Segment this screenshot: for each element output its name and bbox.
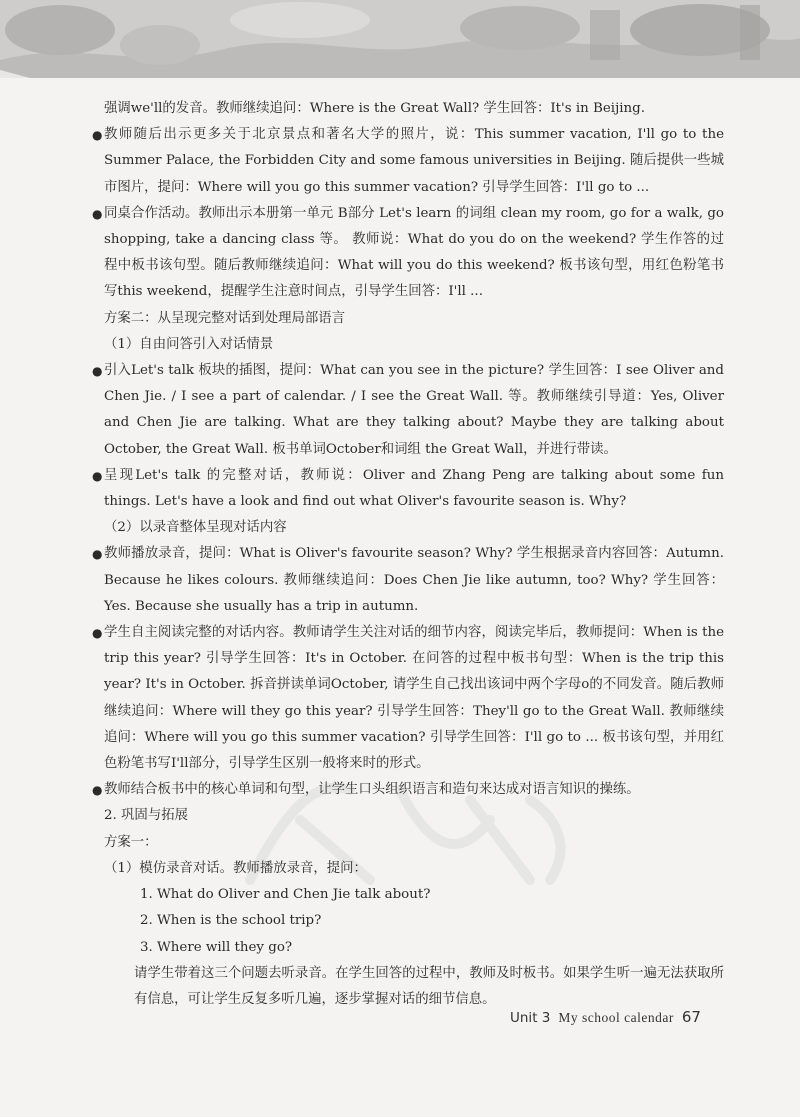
footer-title: My school calendar — [558, 1010, 674, 1025]
page-footer — [510, 1008, 710, 1026]
bullet-item — [92, 122, 724, 201]
bullet-dot: ● — [92, 783, 103, 798]
question-item: 1. What do Oliver and Chen Jie talk about? — [140, 887, 431, 903]
bullet-dot: ● — [92, 364, 103, 379]
bullet-dot: ● — [92, 468, 103, 483]
bullet-item — [92, 620, 724, 777]
question-item: 3. Where will they go? — [140, 939, 293, 955]
question-item: 2. When is the school trip? — [140, 913, 322, 929]
subsection-heading: （2）以录音整体呈现对话内容 — [104, 520, 287, 536]
bullet-text: 教师结合板书中的核心单词和句型，让学生口头组织语言和造句来达成对语言知识的操练。 — [104, 782, 640, 798]
bullet-dot: ● — [92, 206, 103, 221]
page-number: 67 — [681, 1008, 701, 1026]
bullet-item — [92, 358, 724, 463]
plan-heading: 方案一： — [104, 834, 158, 850]
bullet-text: 引入Let's talk 板块的插图，提问：What can you see in the picture? 学生回答：I see Oliver and Chen Jie. / I see a part of calendar. / I see the Great Wall. 等。教师继续引导道：Yes, Oliver and Chen Jie are talking. What are they talking about? Maybe they are talking about October, the Great Wall. 板书单词October和词组 the Great Wall，并进行带读。 — [104, 363, 724, 457]
subsection-heading: （1）模仿录音对话。教师播放录音，提问： — [104, 860, 367, 876]
bullet-text: 同桌合作活动。教师出示本册第一单元 B部分 Let's learn 的词组 clean my room, go for a walk, go shopping, take a dancing class 等。 教师说：What do you do on the weekend? 学生作答的过程中板书该句型。随后教师继续追问：What will you do this weekend? 板书该句型，用红色粉笔书写this weekend，提醒学生注意时间点，引导学生回答：I'll ... — [104, 205, 724, 300]
paragraph: 强调we'll的发音。教师继续追问：Where is the Great Wall? 学生回答：It's in Beijing. — [104, 101, 645, 116]
bullet-dot: ● — [92, 626, 103, 641]
bullet-text: 教师播放录音，提问：What is Oliver's favourite season? Why? 学生根据录音内容回答：Autumn. Because he likes colours. 教师继续追问：Does Chen Jie like autumn, too? Why? 学生回答：Yes. Because she usually has a trip in autumn. — [104, 546, 724, 614]
paragraph: 请学生带着这三个问题去听录音。在学生回答的过程中，教师及时板书。如果学生听一遍无法获取所有信息，可让学生反复多听几遍，逐步掌握对话的细节信息。 — [134, 965, 724, 1007]
bullet-text: 教师随后出示更多关于北京景点和著名大学的照片，说：This summer vacation, I'll go to the Summer Palace, the Forbidden City and some famous universities in Beijing. 随后提供一些城市图片，提问：Where will you go this summer vacation? 引导学生回答：I'll go to ... — [104, 127, 724, 195]
bullet-dot: ● — [92, 128, 103, 143]
bullet-item — [92, 201, 724, 306]
section-heading: 方案二：从呈现完整对话到处理局部语言 — [104, 310, 346, 326]
bullet-dot: ● — [92, 547, 103, 562]
bullet-item — [92, 541, 724, 620]
header-banner-illustration — [0, 0, 800, 78]
watermark-logo — [230, 760, 590, 900]
subsection-heading: （1）自由问答引入对话情景 — [104, 336, 274, 352]
bullet-item — [92, 463, 724, 515]
bullet-text: 呈现Let's talk 的完整对话，教师说：Oliver and Zhang Peng are talking about some fun things. Let's have a look and find out what Oliver's favourite season is. Why? — [104, 467, 724, 510]
bullet-text: 学生自主阅读完整的对话内容。教师请学生关注对话的细节内容，阅读完毕后，教师提问：When is the trip this year? 引导学生回答：It's in October. 在问答的过程中板书句型：When is the trip this year? It's in October. 拆音拼读单词October, 请学生自己找出该词中两个字母o的不同发音。随后教师继续追问：Where will they go this year? 引导学生回答：They'll go to the Great Wall. 教师继续追问：Where will you go this summer vacation? 引导学生回答：I'll go to ... 板书该句型，并用红色粉笔书写I'll部分，引导学生区别一般将来时的形式。 — [104, 625, 724, 772]
footer-unit: Unit 3 — [510, 1010, 551, 1026]
section-heading: 2. 巩固与拓展 — [104, 808, 188, 824]
banner-artwork — [0, 0, 800, 78]
